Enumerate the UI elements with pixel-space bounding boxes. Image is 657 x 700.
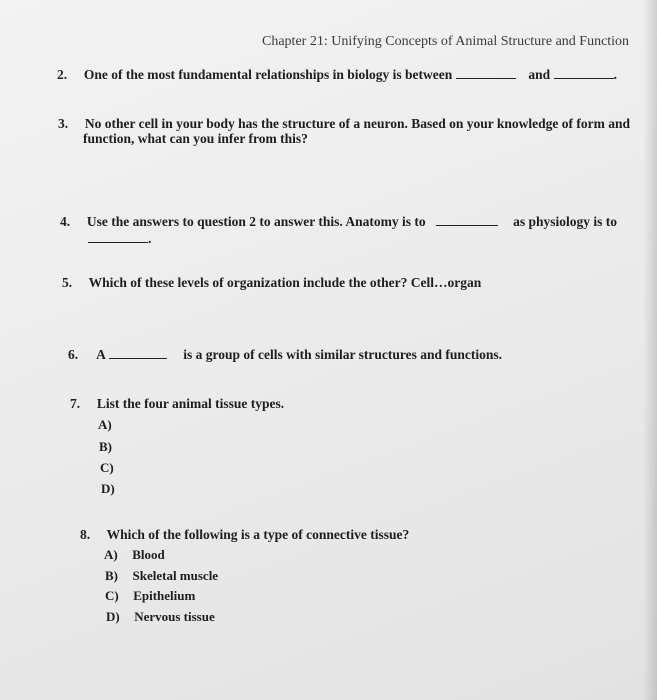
choice-letter: C) (105, 588, 119, 603)
answer-blank[interactable] (109, 346, 167, 359)
question-text-line-2: function, what can you infer from this? (83, 131, 308, 146)
choice-letter: D) (106, 609, 120, 624)
answer-option-c: C) (100, 460, 114, 475)
question-text: One of the most fundamental relationships in biology is between (83, 67, 453, 82)
question-3-continued (83, 131, 308, 147)
question-3 (58, 116, 630, 132)
page-edge-shadow (643, 0, 657, 700)
question-period: . (613, 67, 617, 82)
choice-letter: A) (104, 547, 118, 562)
choice-label: Skeletal muscle (132, 568, 219, 583)
choice-d[interactable] (106, 609, 215, 625)
answer-blank[interactable] (456, 66, 516, 79)
choice-b[interactable] (105, 568, 218, 584)
question-5 (62, 275, 481, 291)
chapter-title: Chapter 21: Unifying Concepts of Animal Structure and Function (262, 34, 630, 49)
answer-option-b: B) (99, 439, 112, 454)
question-4-continued (88, 230, 151, 247)
answer-option-d: D) (101, 481, 115, 496)
question-text: is a group of cells with similar structures and functions. (183, 347, 503, 362)
question-number: 5. (62, 275, 73, 290)
question-text: List the four animal tissue types. (96, 396, 285, 411)
choice-a[interactable] (104, 547, 165, 563)
question-number: 3. (58, 116, 69, 131)
choice-label: Nervous tissue (134, 609, 215, 624)
question-2 (57, 66, 617, 83)
question-number: 7. (70, 396, 81, 411)
choice-c[interactable] (105, 588, 195, 604)
choice-label: Blood (132, 547, 165, 562)
question-text-2: as physiology is to (513, 214, 618, 229)
question-number: 8. (80, 527, 91, 542)
question-text: Which of these levels of organization include the other? Cell…organ (88, 275, 482, 290)
question-number: 2. (57, 67, 68, 82)
question-prefix: A (96, 347, 106, 362)
question-8 (80, 527, 409, 543)
question-period: . (148, 231, 152, 246)
question-number: 4. (60, 214, 71, 229)
answer-blank[interactable] (88, 230, 148, 243)
question-6 (68, 346, 502, 363)
question-text: Use the answers to question 2 to answer this. Anatomy is to (86, 214, 426, 229)
answer-blank[interactable] (554, 66, 614, 79)
answer-blank[interactable] (436, 213, 498, 226)
question-4 (60, 213, 617, 230)
question-7 (70, 396, 284, 412)
question-text: Which of the following is a type of connective tissue? (106, 527, 410, 542)
answer-option-a: A) (98, 417, 112, 432)
choice-letter: B) (105, 568, 118, 583)
question-text-and: and (528, 67, 551, 82)
choice-label: Epithelium (133, 588, 196, 603)
question-number: 6. (68, 347, 79, 362)
question-text-line-1: No other cell in your body has the structure of a neuron. Based on your knowledge of form and (84, 116, 631, 131)
